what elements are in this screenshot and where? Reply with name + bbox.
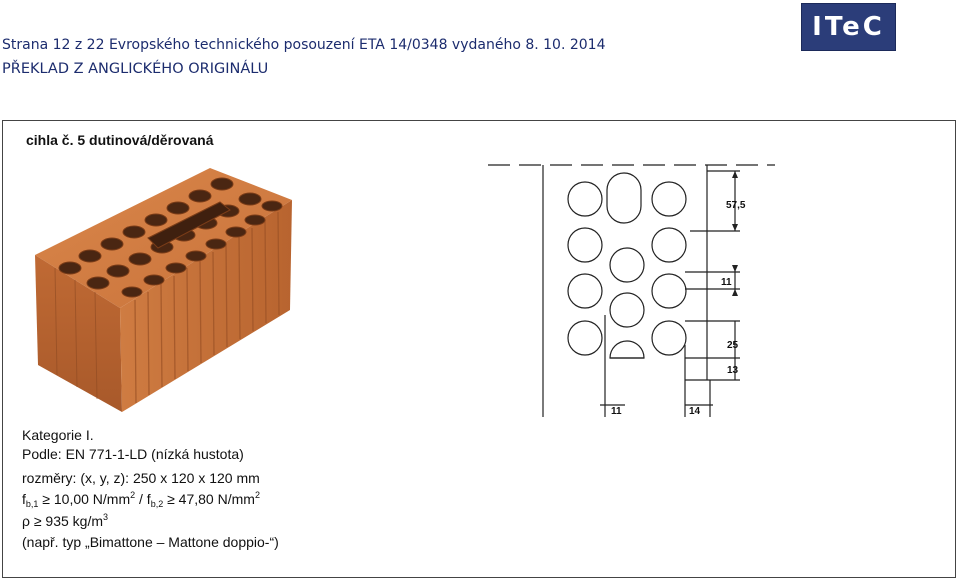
dim-label-11-right: 11 [721,277,732,288]
spec-compressive-strength [22,490,260,509]
strength-value1: ≥ 10,00 N/mm [38,491,131,507]
dim-label-14: 14 [689,406,701,417]
strength-value2: ≥ 47,80 N/mm [163,491,255,507]
strength-sub1: b,1 [25,499,39,509]
dim-label-13: 13 [727,365,739,376]
brick-caption: cihla č. 5 dutinová/děrovaná [26,132,214,148]
spec-category: Kategorie I. [22,427,94,443]
density-text: ρ ≥ 935 kg/m [22,513,104,529]
spec-dimensions: rozměry: (x, y, z): 250 x 120 x 120 mm [22,470,260,486]
strength-separator: / f [135,491,151,507]
header-translation-note: PŘEKLAD Z ANGLICKÉHO ORIGINÁLU [2,61,269,77]
spec-example: (např. typ „Bimattone – Mattone doppio-“) [22,534,279,550]
logo-text: ITeC [812,12,885,42]
itec-logo [801,3,896,51]
spec-standard: Podle: EN 771-1-LD (nízká hustota) [22,446,244,462]
strength-exp2: 2 [254,490,260,500]
density-exp: 3 [103,512,109,522]
brick-cross-section-drawing [485,155,785,420]
strength-symbol: f [22,491,26,507]
dim-label-11-bottom: 11 [611,406,622,417]
strength-sub2: b,2 [150,499,164,509]
dim-label-25: 25 [727,340,739,351]
strength-exp1: 2 [130,490,136,500]
spec-density [22,512,108,529]
brick-illustration [30,160,300,422]
dim-label-57-5: 57,5 [726,200,746,211]
header-page-info: Strana 12 z 22 Evropského technického posouzení ETA 14/0348 vydaného 8. 10. 2014 [2,37,606,53]
